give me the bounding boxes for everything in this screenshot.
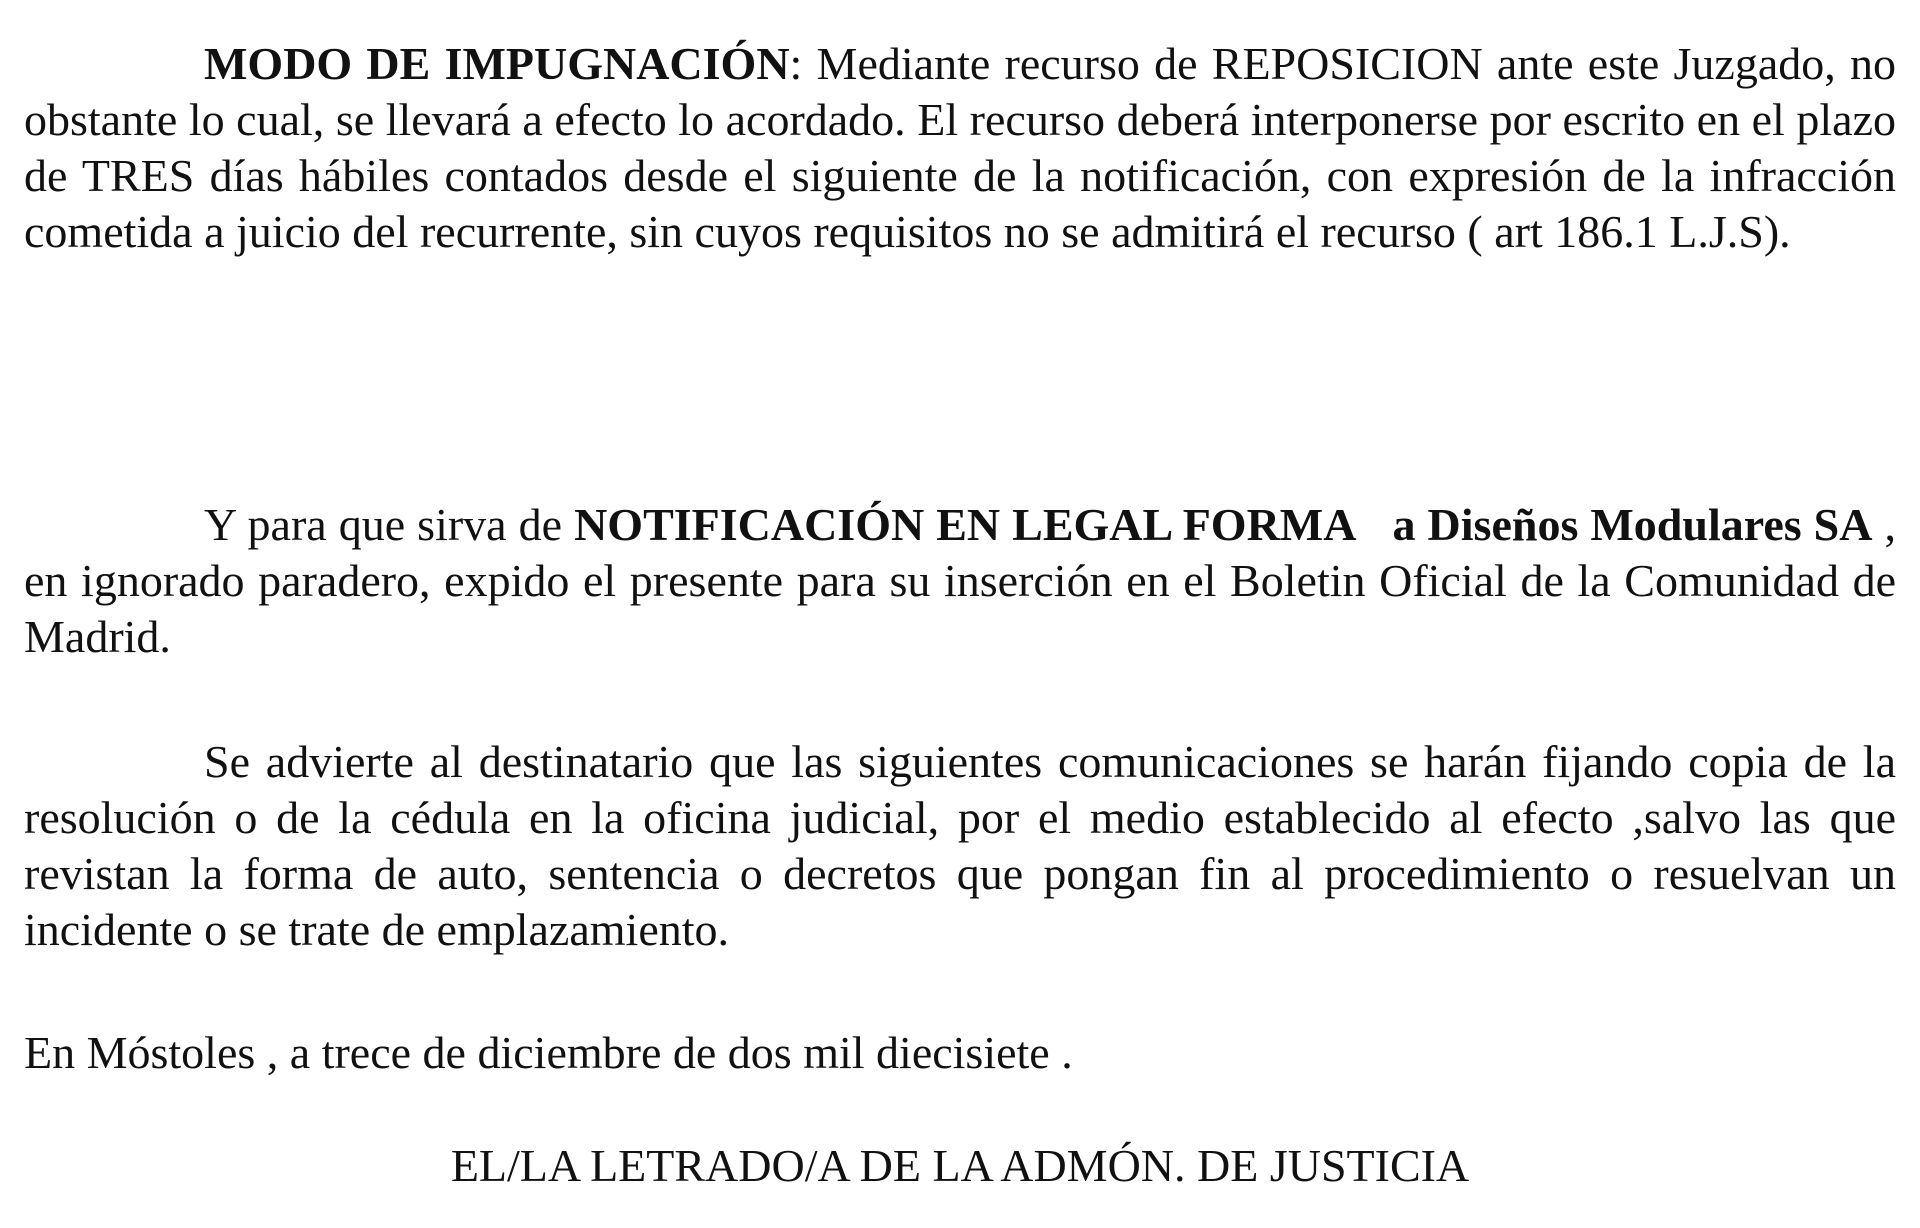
notificacion-recipient: a Diseños Modulares SA — [1392, 499, 1873, 550]
notificacion-intro: Y para que sirva de — [204, 499, 575, 550]
advertencia-paragraph — [24, 734, 1896, 958]
firma-line — [0, 1138, 1920, 1194]
impugnacion-paragraph — [24, 36, 1896, 260]
fecha-text: En Móstoles , a trece de diciembre de dos mil diecisiete . — [24, 1027, 1073, 1078]
impugnacion-heading: MODO DE IMPUGNACIÓN — [204, 38, 790, 89]
notificacion-rest: , en ignorado paradero, expido el presente para su inserción en el Boletin Oficial de la Comunidad de Madrid. — [24, 499, 1897, 662]
advertencia-text: Se advierte al destinatario que las siguientes comunicaciones se harán fijando copia de la resolución o de la cédula en la oficina judicial, por el medio establecido al efecto ,salvo las que revistan la forma de auto, sentencia o decretos que pongan fin al procedimiento o resuelvan un incidente o se trate de emplazamiento. — [24, 736, 1896, 955]
firma-text: EL/LA LETRADO/A DE LA ADMÓN. DE JUSTICIA — [450, 1140, 1470, 1191]
notificacion-paragraph — [24, 497, 1896, 665]
impugnacion-text: : Mediante recurso de REPOSICION ante este Juzgado, no obstante lo cual, se llevará a efecto lo acordado. El recurso deberá interponerse por escrito en el plazo de TRES días hábiles contados desde el siguiente de la notificación, con expresión de la infracción cometida a juicio del recurrente, sin cuyos requisitos no se admitirá el recurso ( art 186.1 L.J.S). — [24, 38, 1896, 257]
notificacion-notice: NOTIFICACIÓN EN LEGAL FORMA — [574, 499, 1357, 550]
fecha-line — [24, 1025, 1896, 1081]
